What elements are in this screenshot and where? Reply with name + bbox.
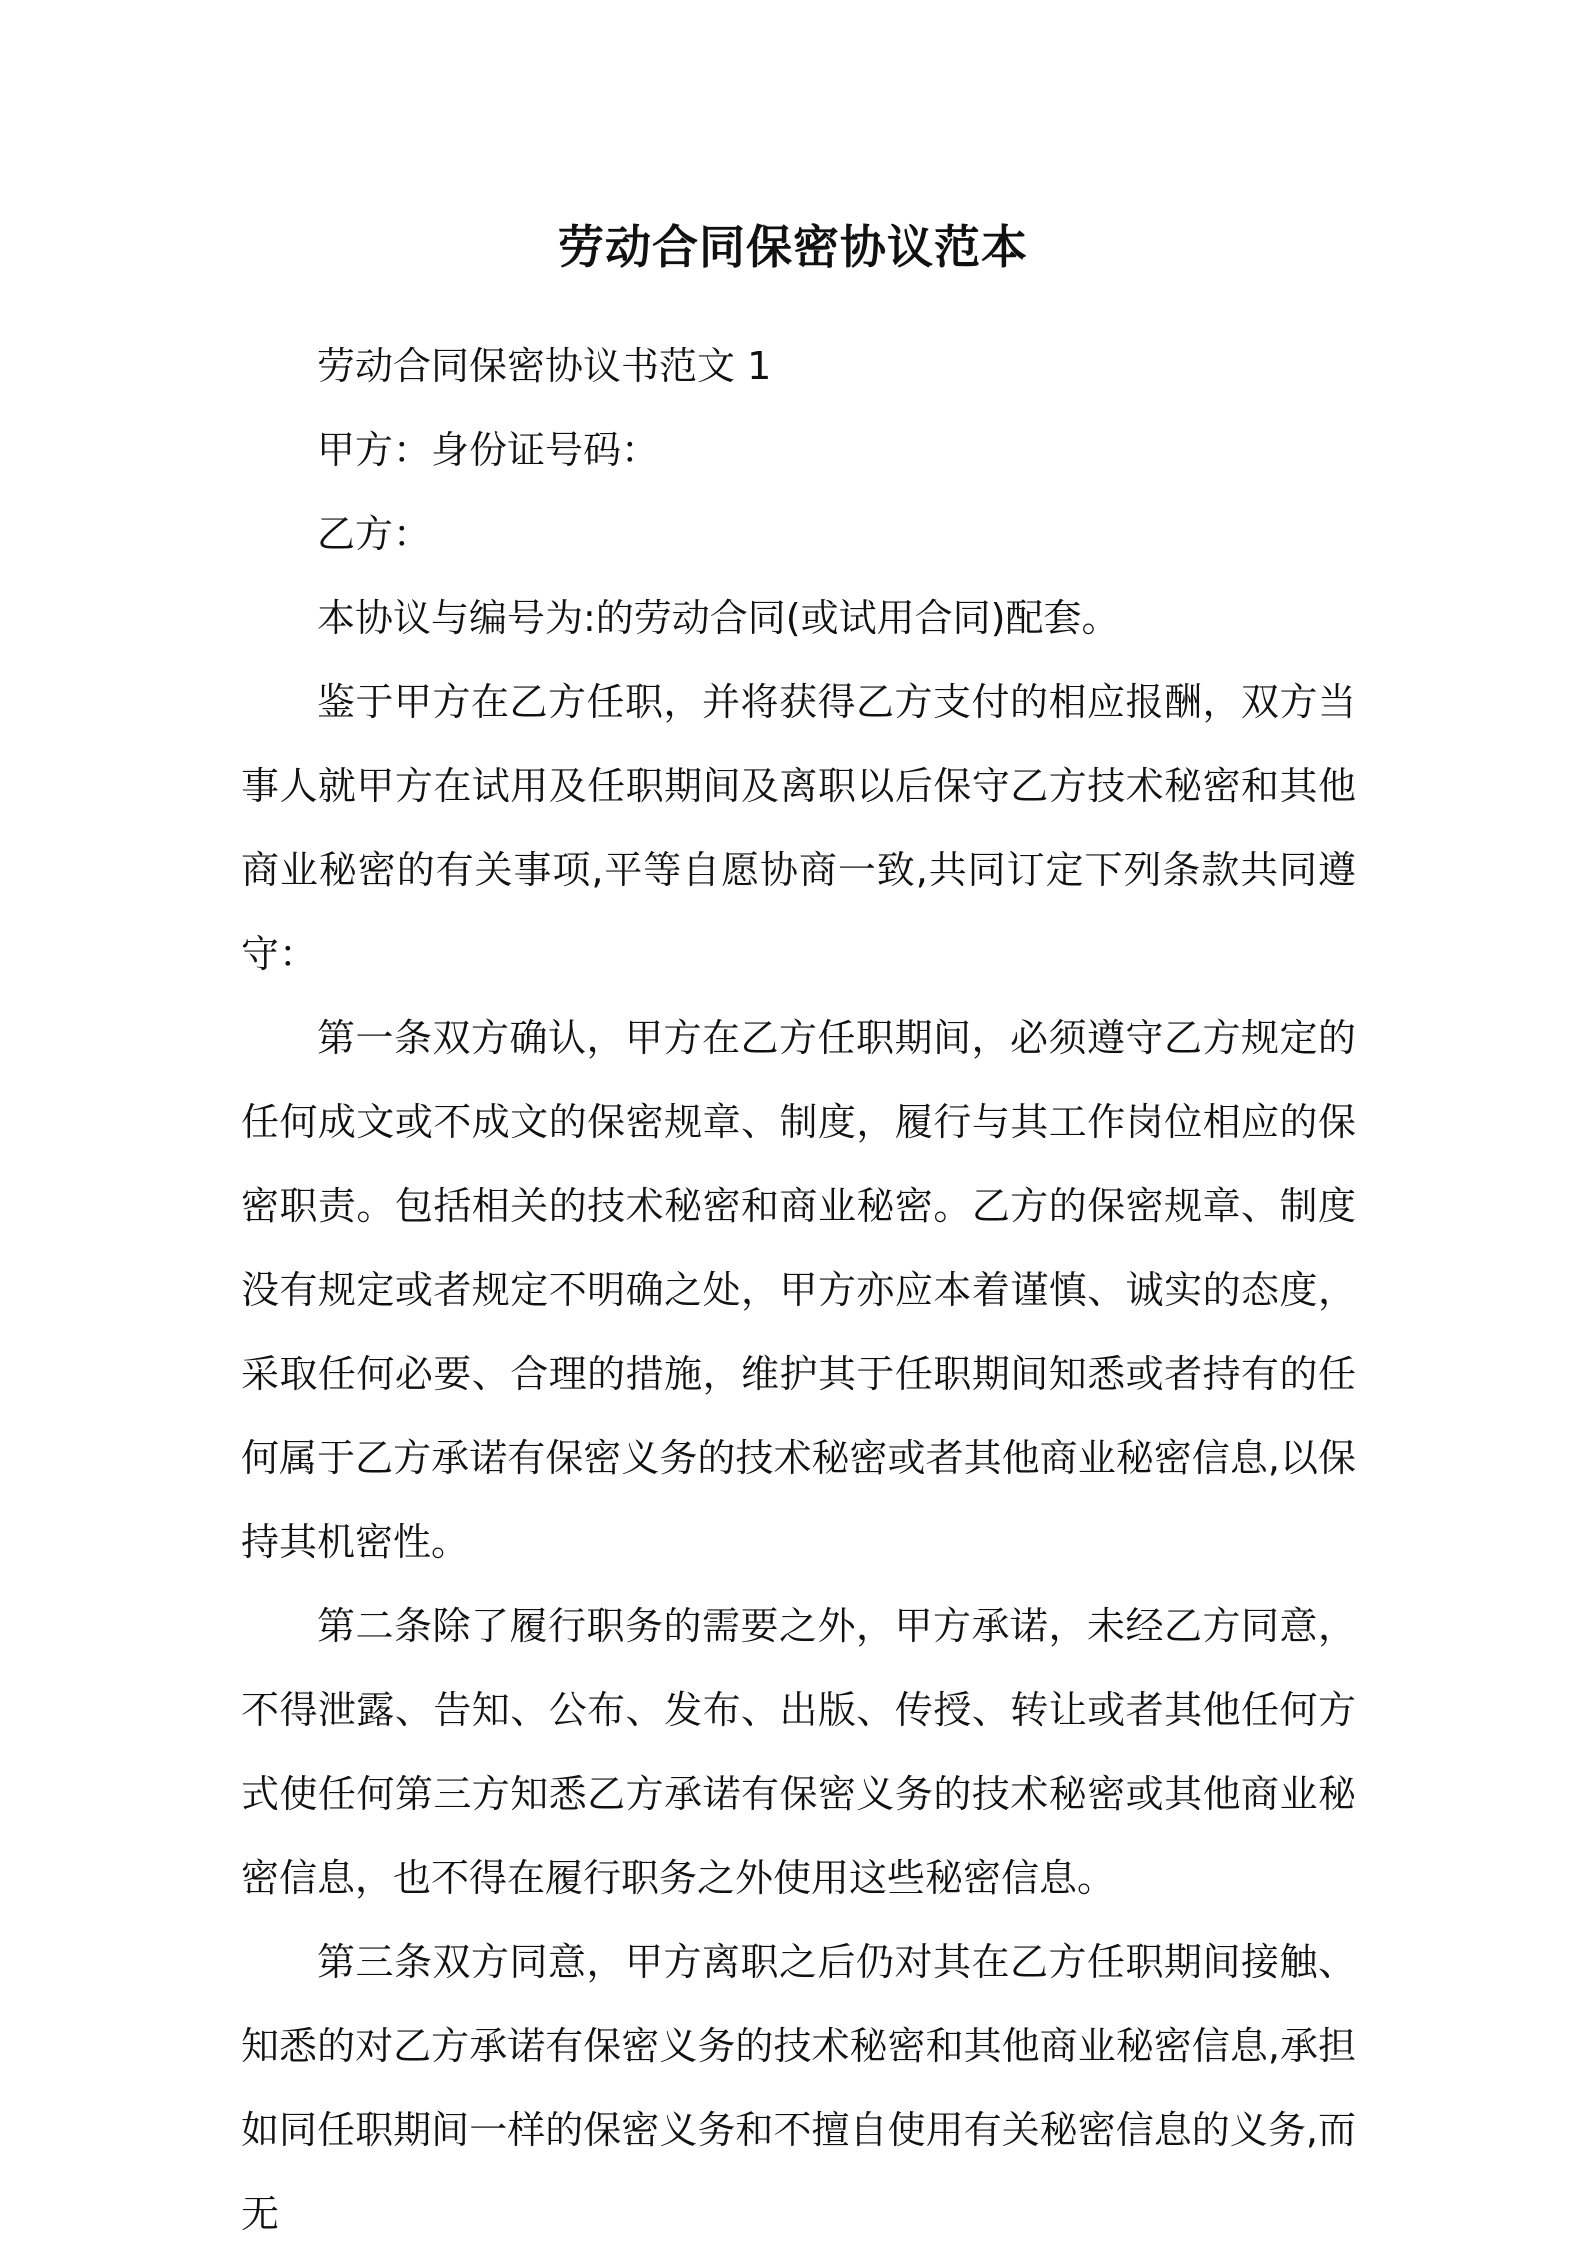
document-title: 劳动合同保密协议范本 — [558, 220, 1028, 274]
paragraph-article-3: 第三条双方同意，甲方离职之后仍对其在乙方任职期间接触、知悉的对乙方承诺有保密义务的技术秘密和其他商业秘密信息,承担如同任职期间一样的保密义务和不擅自使用有关秘密信息的义务,而无 — [241, 1940, 1356, 2236]
paragraph-agreement-ref: 本协议与编号为:的劳动合同(或试用合同)配套。 — [317, 596, 1120, 640]
paragraph-article-1: 第一条双方确认，甲方在乙方任职期间，必须遵守乙方规定的任何成文或不成文的保密规章、制度，履行与其工作岗位相应的保密职责。包括相关的技术秘密和商业秘密。乙方的保密规章、制度没有规定或者规定不明确之处，甲方亦应本着谨慎、诚实的态度，采取任何必要、合理的措施，维护其于任职期间知悉或者持有的任何属于乙方承诺有保密义务的技术秘密或者其他商业秘密信息,以保持其机密性。 — [241, 1016, 1356, 1564]
document-body — [241, 324, 1356, 2256]
paragraph-party-b: 乙方： — [317, 512, 432, 556]
paragraph-party-a: 甲方：身份证号码： — [317, 428, 660, 472]
paragraph-preamble: 鉴于甲方在乙方任职，并将获得乙方支付的相应报酬，双方当事人就甲方在试用及任职期间及离职以后保守乙方技术秘密和其他商业秘密的有关事项,平等自愿协商一致,共同订定下列条款共同遵守： — [241, 680, 1356, 976]
paragraph-subtitle: 劳动合同保密协议书范文 1 — [317, 344, 772, 388]
paragraph-article-2: 第二条除了履行职务的需要之外，甲方承诺，未经乙方同意，不得泄露、告知、公布、发布、出版、传授、转让或者其他任何方式使任何第三方知悉乙方承诺有保密义务的技术秘密或其他商业秘密信息，也不得在履行职务之外使用这些秘密信息。 — [241, 1604, 1356, 1900]
